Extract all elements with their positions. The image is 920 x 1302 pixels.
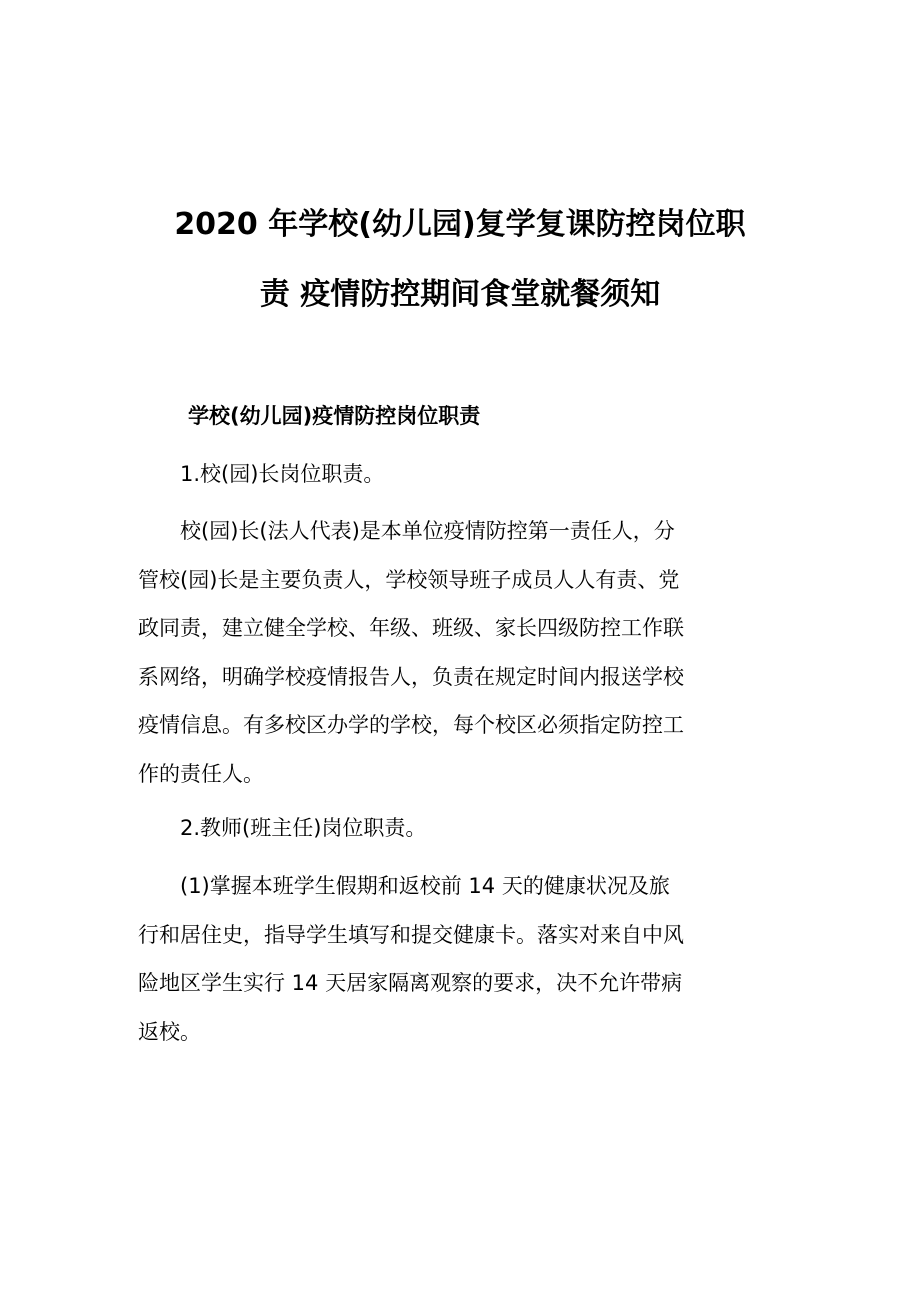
paragraph-teacher-duty-item-1: [138, 862, 784, 1056]
paragraph-principal-duty-heading: [138, 450, 784, 499]
paragraph-line: (1)掌握本班学生假期和返校前 14 天的健康状况及旅: [180, 874, 670, 898]
paragraph-line: 管校(园)长是主要负责人，学校领导班子成员人人有责、党: [138, 567, 680, 592]
paragraph-principal-duty-body: [138, 507, 784, 798]
title-line-1: 2020 年学校(幼儿园)复学复课防控岗位职: [174, 207, 746, 242]
title-line-2: 责 疫情防控期间食堂就餐须知: [259, 277, 661, 312]
section-heading: 学校(幼儿园)疫情防控岗位职责: [188, 404, 481, 428]
paragraph-line: 疫情信息。有多校区办学的学校，每个校区必须指定防控工: [138, 713, 684, 737]
paragraph-line: 1.校(园)长岗位职责。: [180, 462, 385, 486]
paragraph-line: 2.教师(班主任)岗位职责。: [180, 816, 427, 840]
paragraph-line: 校(园)长(法人代表)是本单位疫情防控第一责任人，分: [180, 519, 675, 543]
paragraph-teacher-duty-heading: [138, 804, 784, 853]
paragraph-line: 险地区学生实行 14 天居家隔离观察的要求，决不允许带病: [138, 971, 683, 995]
paragraph-line: 行和居住史，指导学生填写和提交健康卡。落实对来自中风: [138, 922, 684, 947]
paragraph-line: 返校。: [138, 1019, 201, 1044]
paragraph-line: 系网络，明确学校疫情报告人，负责在规定时间内报送学校: [138, 664, 684, 689]
paragraph-line: 作的责任人。: [138, 761, 264, 786]
document-title: [138, 190, 782, 330]
paragraph-line: 政同责，建立健全学校、年级、班级、家长四级防控工作联: [138, 616, 684, 640]
